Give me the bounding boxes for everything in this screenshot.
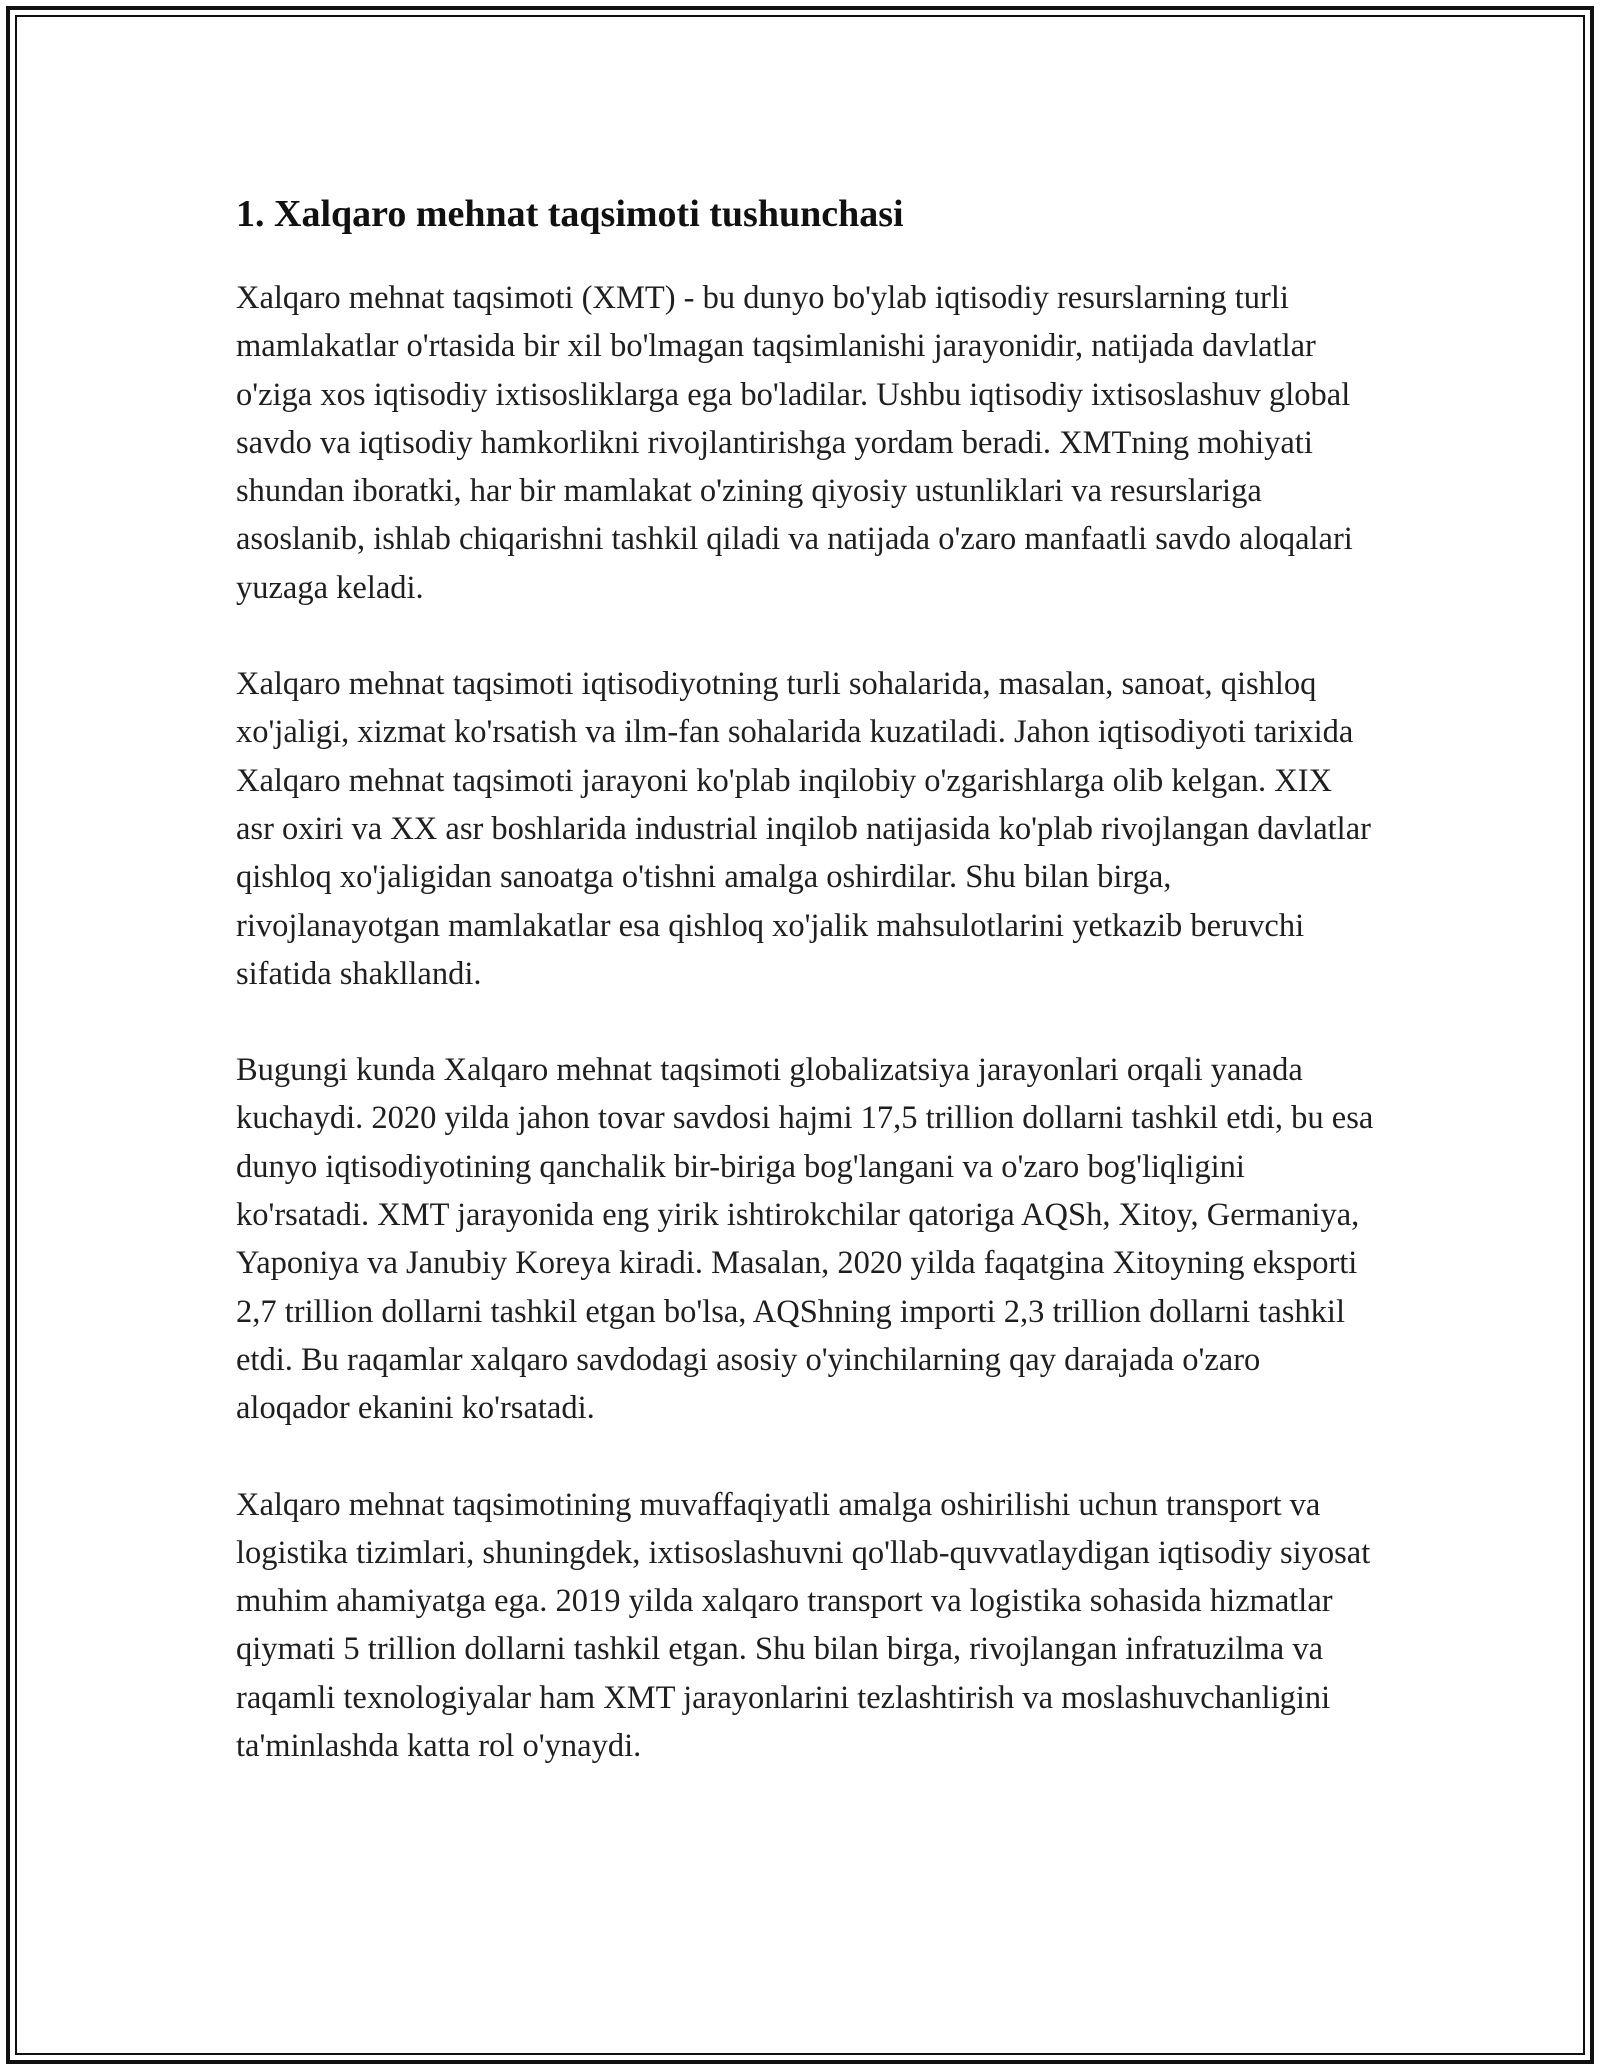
paragraph-4: Xalqaro mehnat taqsimotining muvaffaqiyatli amalga oshirilishi uchun transport va logistika tizimlari, shuningdek, ixtisoslashuvni qo'llab-quvvatlaydigan iqtisodiy siyosat muhim ahamiyatga ega. 2019 yilda xalqaro transport va logistika sohasida hizmatlar qiymati 5 trillion dollarni tashkil etgan. Shu bilan birga, rivojlangan infratuzilma va raqamli texnologiyalar ham XMT jarayonlarini tezlashtirish va moslashuvchanligini ta'minlashda katta rol o'ynaydi. — [236, 1486, 1371, 1765]
paragraph-3: Bugungi kunda Xalqaro mehnat taqsimoti globalizatsiya jarayonlari orqali yanada kuchaydi. 2020 yilda jahon tovar savdosi hajmi 17,5 trillion dollarni tashkil etdi, bu esa dunyo iqtisodiyotining qanchalik bir-biriga bog'langani va o'zaro bog'liqligini ko'rsatadi. XMT jarayonida eng yirik ishtirokchilar qatoriga AQSh, Xitoy, Germaniya, Yaponiya va Janubiy Koreya kiradi. Masalan, 2020 yilda faqatgina Xitoyning eksporti 2,7 trillion dollarni tashkil etgan bo'lsa, AQShning importi 2,3 trillion dollarni tashkil etdi. Bu raqamlar xalqaro savdodagi asosiy o'yinchilarning qay darajada o'zaro aloqador ekanini ko'rsatadi. — [236, 1052, 1374, 1427]
section-heading: 1. Xalqaro mehnat taqsimoti tushunchasi — [236, 193, 904, 235]
document-body — [236, 186, 1376, 1818]
paragraph-2: Xalqaro mehnat taqsimoti iqtisodiyotning turli sohalarida, masalan, sanoat, qishloq xo'jaligi, xizmat ko'rsatish va ilm-fan sohalarida kuzatiladi. Jahon iqtisodiyoti tarixida Xalqaro mehnat taqsimoti jarayoni ko'plab inqilobiy o'zgarishlarga olib kelgan. XIX asr oxiri va XX asr boshlarida industrial inqilob natijasida ko'plab rivojlangan davlatlar qishloq xo'jaligidan sanoatga o'tishni amalga oshirdilar. Shu bilan birga, rivojlanayotgan mamlakatlar esa qishloq xo'jalik mahsulotlarini yetkazib beruvchi sifatida shakllandi. — [236, 666, 1371, 992]
paragraph-1: Xalqaro mehnat taqsimoti (XMT) - bu dunyo bo'ylab iqtisodiy resurslarning turli mamlakatlar o'rtasida bir xil bo'lmagan taqsimlanishi jarayonidir, natijada davlatlar o'ziga xos iqtisodiy ixtisosliklarga ega bo'ladilar. Ushbu iqtisodiy ixtisoslashuv global savdo va iqtisodiy hamkorlikni rivojlantirishga yordam beradi. XMTning mohiyati shundan iboratki, har bir mamlakat o'zining qiyosiy ustunliklari va resurslariga asoslanib, ishlab chiqarishni tashkil qiladi va natijada o'zaro manfaatli savdo aloqalari yuzaga keladi. — [236, 280, 1353, 606]
